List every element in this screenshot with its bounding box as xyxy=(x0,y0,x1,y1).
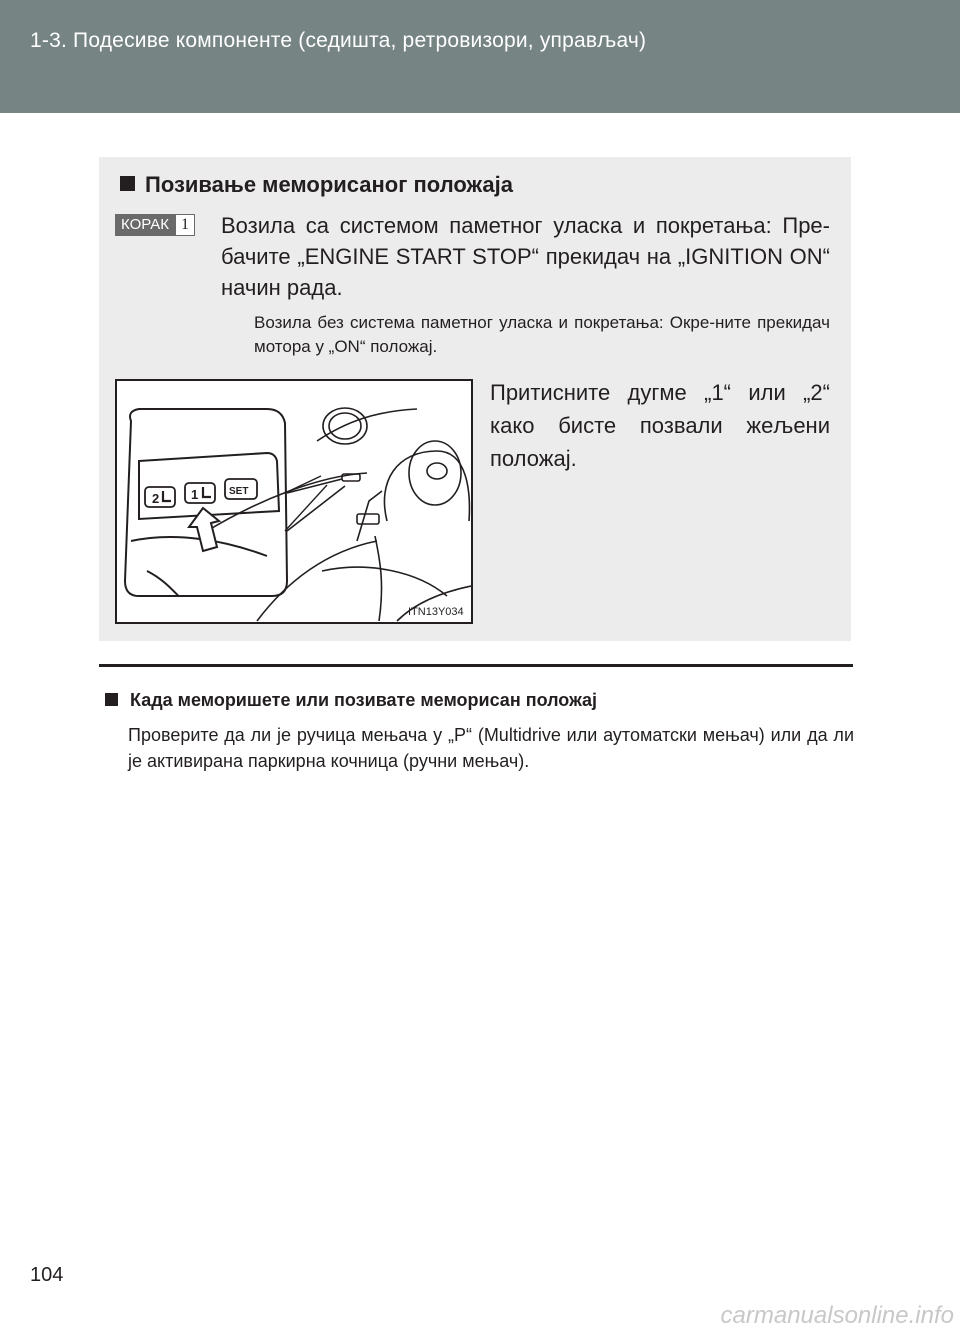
page-number: 104 xyxy=(30,1264,64,1286)
square-bullet-icon xyxy=(120,176,135,191)
memory-button-1-label: 1 xyxy=(191,487,199,502)
note-title-text: Када меморишете или позивате меморисан положај xyxy=(130,690,598,710)
illustration-code: ITN13Y034 xyxy=(408,606,464,618)
memory-button-2-label: 2 xyxy=(152,491,160,506)
step-1-badge xyxy=(115,214,195,236)
section-divider xyxy=(99,664,853,667)
step-number: 1 xyxy=(175,214,195,236)
step-2-text: Притисните дугме „1“ или „2“ како бисте позвали жељени положај. xyxy=(490,380,830,471)
section-title-text: Позивање меморисаног положаја xyxy=(145,172,513,197)
note-body: Проверите да ли је ручица мењача у „P“ (Multidrive или аутоматски мењач) или да ли је активирана паркирна кочница (ручни мењач). xyxy=(128,725,854,771)
memory-set-button-label: SET xyxy=(229,486,249,497)
chapter-title: 1-3. Подесиве компоненте (седишта, ретровизори, управљач) xyxy=(30,29,647,52)
step-word: КОРАК xyxy=(115,214,175,236)
step-1-subtext: Возила без система паметног уласка и покретања: Окре-ните прекидач мотора у „ON“ положај. xyxy=(254,313,830,356)
note-title xyxy=(105,690,597,711)
square-bullet-icon xyxy=(105,693,118,706)
car-interior-drawing xyxy=(117,381,471,622)
step-1-text: Возила са системом паметног уласка и покретања: Пре-бачите „ENGINE START STOP“ прекидач на „IGNITION ON“ начин рада. xyxy=(221,213,830,300)
memory-buttons xyxy=(145,479,257,507)
section-title xyxy=(120,172,513,198)
door-memory-illustration xyxy=(115,379,473,624)
header-bar xyxy=(0,0,960,113)
watermark: carmanualsonline.info xyxy=(720,1302,954,1329)
